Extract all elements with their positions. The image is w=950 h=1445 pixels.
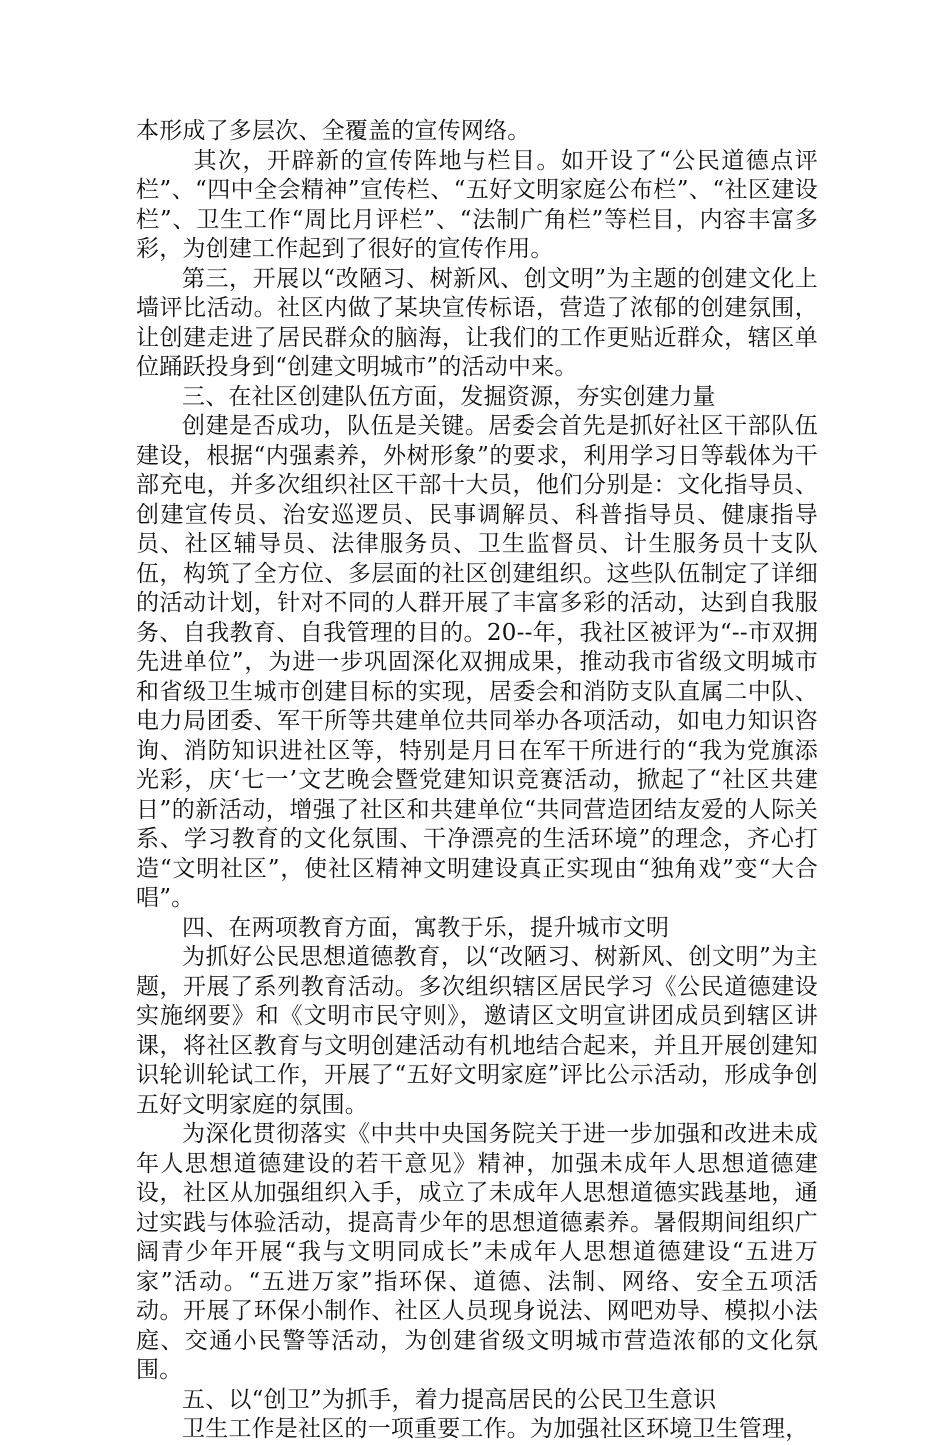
paragraph-2: 其次，开辟新的宣传阵地与栏目。如开设了“公民道德点评栏”、“四中全会精神”宣传栏、“五好文明家庭公布栏”、“社区建设栏”、卫生工作“周比月评栏”、“法制广角栏”等栏目，内容丰富多彩，为创建工作起到了很好的宣传作用。 [136,147,818,262]
paragraph-1: 本形成了多层次、全覆盖的宣传网络。 [136,118,531,144]
paragraph-3: 第三，开展以“改陋习、树新风、创文明”为主题的创建文化上墙评比活动。社区内做了某块宣传标语，营造了浓郁的创建氛围，让创建走进了居民群众的脑海，让我们的工作更贴近群众，辖区单位踊跃投身到“创建文明城市”的活动中来。 [136,265,818,380]
paragraph-5: 创建是否成功，队伍是关键。居委会首先是抓好社区干部队伍建设，根据“内强素养，外树形象”的要求，利用学习日等载体为干部充电，并多次组织社区干部十大员，他们分别是：文化指导员、创建宣传员、治安巡逻员、民事调解员、科普指导员、健康指导员、社区辅导员、法律服务员、卫生监督员、计生服务员十支队伍，构筑了全方位、多层面的社区创建组织。这些队伍制定了详细的活动计划，针对不同的人群开展了丰富多彩的活动，达到自我服务、自我教育、自我管理的目的。20--年，我社区被评为“--市双拥先进单位”，为进一步巩固深化双拥成果，推动我市省级文明城市和省级卫生城市创建目标的实现，居委会和消防支队直属二中队、电力局团委、军干所等共建单位共同举办各项活动，如电力知识咨询、消防知识进社区等，特别是月日在军干所进行的“我为党旗添光彩，庆‘七一’文艺晚会暨党建知识竞赛活动，掀起了“社区共建日”的新活动，增强了社区和共建单位“共同营造团结友爱的人际关系、学习教育的文化氛围、干净漂亮的生活环境”的理念，齐心打造“文明社区”，使社区精神文明建设真正实现由“独角戏”变“大合唱”。 [136,413,818,911]
document-page [136,117,818,1445]
section-heading-4: 四、在两项教育方面，寓教于乐，提升城市文明 [182,914,670,941]
paragraph-8: 为深化贯彻落实《中共中央国务院关于进一步加强和改进未成年人思想道德建设的若干意见》精神，加强未成年人思想道德建设，社区从加强组织入手，成立了未成年人思想道德实践基地，通过实践与体验活动，提高青少年的思想道德素养。暑假期间组织广阔青少年开展“我与文明同成长”未成年人思想道德建设“五进万家”活动。“五进万家”指环保、道德、法制、网络、安全五项活动。开展了环保小制作、社区人员现身说法、网吧劝导、模拟小法庭、交通小民警等活动，为创建省级文明城市营造浓郁的文化氛围。 [136,1121,818,1383]
paragraph-10: 卫生工作是社区的一项重要工作。为加强社区环境卫生管理， [182,1416,809,1442]
section-heading-5: 五、以“创卫”为抓手，着力提高居民的公民卫生意识 [182,1386,717,1413]
paragraph-7: 为抓好公民思想道德教育，以“改陋习、树新风、创文明”为主题，开展了系列教育活动。多次组织辖区居民学习《公民道德建设实施纲要》和《文明市民守则》，邀请区文明宣讲团成员到辖区讲课，将社区教育与文明创建活动有机地结合起来，并且开展创建知识轮训轮试工作，开展了“五好文明家庭”评比公示活动，形成争创五好文明家庭的氛围。 [136,944,818,1118]
section-heading-3: 三、在社区创建队伍方面，发掘资源，夯实创建力量 [182,383,716,410]
